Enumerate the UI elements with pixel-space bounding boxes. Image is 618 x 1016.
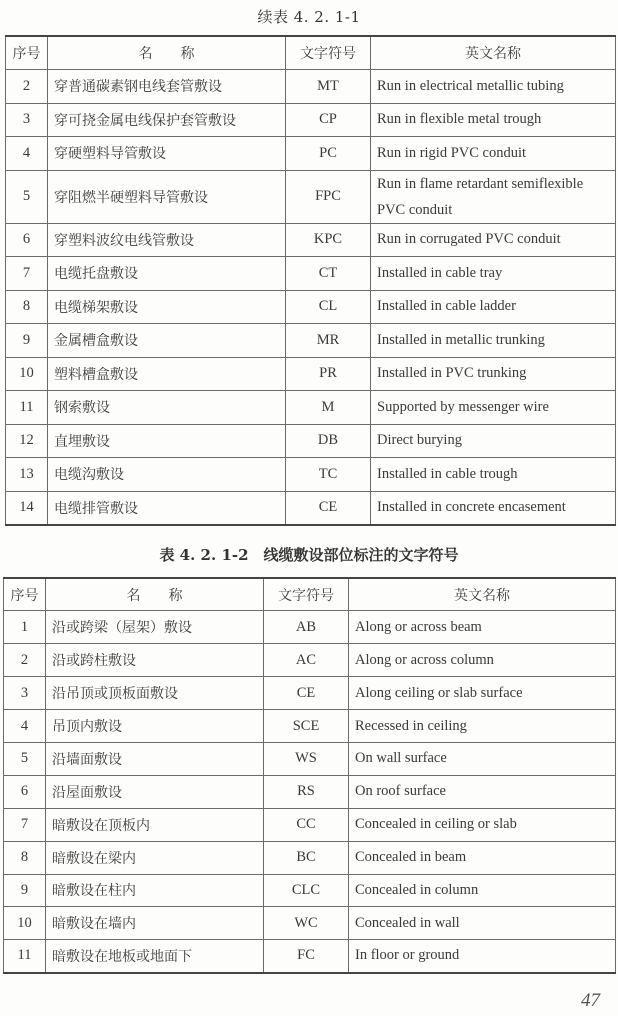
header-english: 英文名称 xyxy=(349,578,616,611)
row-name: 穿阻燃半硬塑料导管敷设 xyxy=(48,170,286,223)
header-name: 名 称 xyxy=(46,578,264,611)
row-english: On wall surface xyxy=(349,742,616,775)
row-name: 沿或跨柱敷设 xyxy=(46,644,264,677)
row-english: Concealed in beam xyxy=(349,841,616,874)
row-name: 钢索敷设 xyxy=(48,391,286,425)
row-index: 14 xyxy=(6,491,48,525)
table2-caption: 表 4. 2. 1-2 线缆敷设部位标注的文字符号 xyxy=(159,546,459,564)
row-name: 电缆沟敷设 xyxy=(48,458,286,492)
table-row xyxy=(6,391,616,425)
row-symbol: WC xyxy=(264,907,349,940)
row-english: Installed in PVC trunking xyxy=(371,357,616,391)
row-symbol: FC xyxy=(264,940,349,973)
table-row xyxy=(4,940,616,973)
row-name: 沿吊顶或顶板面敷设 xyxy=(46,677,264,710)
row-index: 2 xyxy=(4,644,46,677)
row-index: 5 xyxy=(6,170,48,223)
table-row xyxy=(4,710,616,743)
row-name: 穿普通碳素钢电线套管敷设 xyxy=(48,70,286,104)
table-row xyxy=(4,742,616,775)
row-name: 穿塑料波纹电线管敷设 xyxy=(48,223,286,257)
table-row xyxy=(6,70,616,104)
row-index: 11 xyxy=(6,391,48,425)
table-row xyxy=(4,677,616,710)
row-name: 暗敷设在梁内 xyxy=(46,841,264,874)
row-name: 暗敷设在顶板内 xyxy=(46,808,264,841)
table-row xyxy=(4,808,616,841)
row-symbol: MR xyxy=(286,324,371,358)
row-index: 13 xyxy=(6,458,48,492)
row-english: Installed in cable trough xyxy=(371,458,616,492)
row-english: In floor or ground xyxy=(349,940,616,973)
table1-caption: 续表 4. 2. 1-1 xyxy=(257,8,361,26)
row-symbol: MT xyxy=(286,70,371,104)
row-name: 电缆排管敷设 xyxy=(48,491,286,525)
row-english: Recessed in ceiling xyxy=(349,710,616,743)
table2-header-row xyxy=(4,578,616,611)
row-english: Direct burying xyxy=(371,424,616,458)
row-name: 暗敷设在墙内 xyxy=(46,907,264,940)
table-row xyxy=(6,424,616,458)
table-row xyxy=(6,137,616,171)
row-symbol: RS xyxy=(264,775,349,808)
header-index: 序号 xyxy=(6,36,48,70)
row-symbol: WS xyxy=(264,742,349,775)
row-symbol: AC xyxy=(264,644,349,677)
row-index: 3 xyxy=(4,677,46,710)
row-name: 沿屋面敷设 xyxy=(46,775,264,808)
row-english: Installed in metallic trunking xyxy=(371,324,616,358)
row-symbol: CE xyxy=(264,677,349,710)
row-symbol: CE xyxy=(286,491,371,525)
row-name: 穿可挠金属电线保护套管敷设 xyxy=(48,103,286,137)
row-english: Run in rigid PVC conduit xyxy=(371,137,616,171)
row-english: Installed in cable tray xyxy=(371,257,616,291)
row-symbol: PR xyxy=(286,357,371,391)
table-row xyxy=(6,103,616,137)
row-name: 暗敷设在地板或地面下 xyxy=(46,940,264,973)
row-symbol: M xyxy=(286,391,371,425)
row-index: 2 xyxy=(6,70,48,104)
row-symbol: FPC xyxy=(286,170,371,223)
table-row xyxy=(4,874,616,907)
table-row xyxy=(6,257,616,291)
row-english: Concealed in column xyxy=(349,874,616,907)
table-row xyxy=(6,170,616,223)
row-symbol: CC xyxy=(264,808,349,841)
table1 xyxy=(5,35,616,526)
row-symbol: KPC xyxy=(286,223,371,257)
row-english: Run in electrical metallic tubing xyxy=(371,70,616,104)
table-row xyxy=(6,491,616,525)
table1-header-row xyxy=(6,36,616,70)
row-index: 1 xyxy=(4,611,46,644)
row-name: 暗敷设在柱内 xyxy=(46,874,264,907)
row-name: 塑料槽盒敷设 xyxy=(48,357,286,391)
row-name: 电缆梯架敷设 xyxy=(48,290,286,324)
row-symbol: CP xyxy=(286,103,371,137)
row-symbol: CLC xyxy=(264,874,349,907)
row-index: 4 xyxy=(4,710,46,743)
row-index: 12 xyxy=(6,424,48,458)
table-row xyxy=(4,841,616,874)
row-index: 6 xyxy=(4,775,46,808)
row-english: Along or across column xyxy=(349,644,616,677)
row-english: Along or across beam xyxy=(349,611,616,644)
row-name: 沿或跨梁（屋架）敷设 xyxy=(46,611,264,644)
row-english: Run in flame retardant semiflexible PVC conduit xyxy=(371,170,616,223)
table-row xyxy=(6,223,616,257)
header-index: 序号 xyxy=(4,578,46,611)
row-index: 8 xyxy=(6,290,48,324)
row-index: 7 xyxy=(4,808,46,841)
header-english: 英文名称 xyxy=(371,36,616,70)
row-english: Supported by messenger wire xyxy=(371,391,616,425)
row-symbol: CL xyxy=(286,290,371,324)
row-index: 4 xyxy=(6,137,48,171)
table-row xyxy=(4,611,616,644)
row-english: Concealed in ceiling or slab xyxy=(349,808,616,841)
header-name: 名 称 xyxy=(48,36,286,70)
row-english: Concealed in wall xyxy=(349,907,616,940)
row-name: 金属槽盒敷设 xyxy=(48,324,286,358)
row-symbol: PC xyxy=(286,137,371,171)
row-name: 穿硬塑料导管敷设 xyxy=(48,137,286,171)
row-index: 7 xyxy=(6,257,48,291)
row-english: Run in corrugated PVC conduit xyxy=(371,223,616,257)
row-name: 电缆托盘敷设 xyxy=(48,257,286,291)
row-symbol: TC xyxy=(286,458,371,492)
row-symbol: SCE xyxy=(264,710,349,743)
row-index: 11 xyxy=(4,940,46,973)
row-english: On roof surface xyxy=(349,775,616,808)
row-index: 3 xyxy=(6,103,48,137)
row-index: 10 xyxy=(4,907,46,940)
row-symbol: DB xyxy=(286,424,371,458)
row-name: 沿墙面敷设 xyxy=(46,742,264,775)
row-index: 9 xyxy=(4,874,46,907)
table-row xyxy=(6,357,616,391)
table-row xyxy=(4,775,616,808)
table-row xyxy=(6,324,616,358)
page-number: 47 xyxy=(581,990,600,1011)
row-index: 10 xyxy=(6,357,48,391)
row-english: Run in flexible metal trough xyxy=(371,103,616,137)
row-english: Along ceiling or slab surface xyxy=(349,677,616,710)
row-name: 吊顶内敷设 xyxy=(46,710,264,743)
row-index: 9 xyxy=(6,324,48,358)
table-row xyxy=(6,458,616,492)
table2 xyxy=(3,577,616,974)
header-symbol: 文字符号 xyxy=(286,36,371,70)
row-index: 8 xyxy=(4,841,46,874)
row-symbol: CT xyxy=(286,257,371,291)
row-name: 直埋敷设 xyxy=(48,424,286,458)
header-symbol: 文字符号 xyxy=(264,578,349,611)
row-english: Installed in concrete encasement xyxy=(371,491,616,525)
table-row xyxy=(4,644,616,677)
table-row xyxy=(4,907,616,940)
row-symbol: AB xyxy=(264,611,349,644)
row-index: 5 xyxy=(4,742,46,775)
row-index: 6 xyxy=(6,223,48,257)
row-symbol: BC xyxy=(264,841,349,874)
table-row xyxy=(6,290,616,324)
row-english: Installed in cable ladder xyxy=(371,290,616,324)
